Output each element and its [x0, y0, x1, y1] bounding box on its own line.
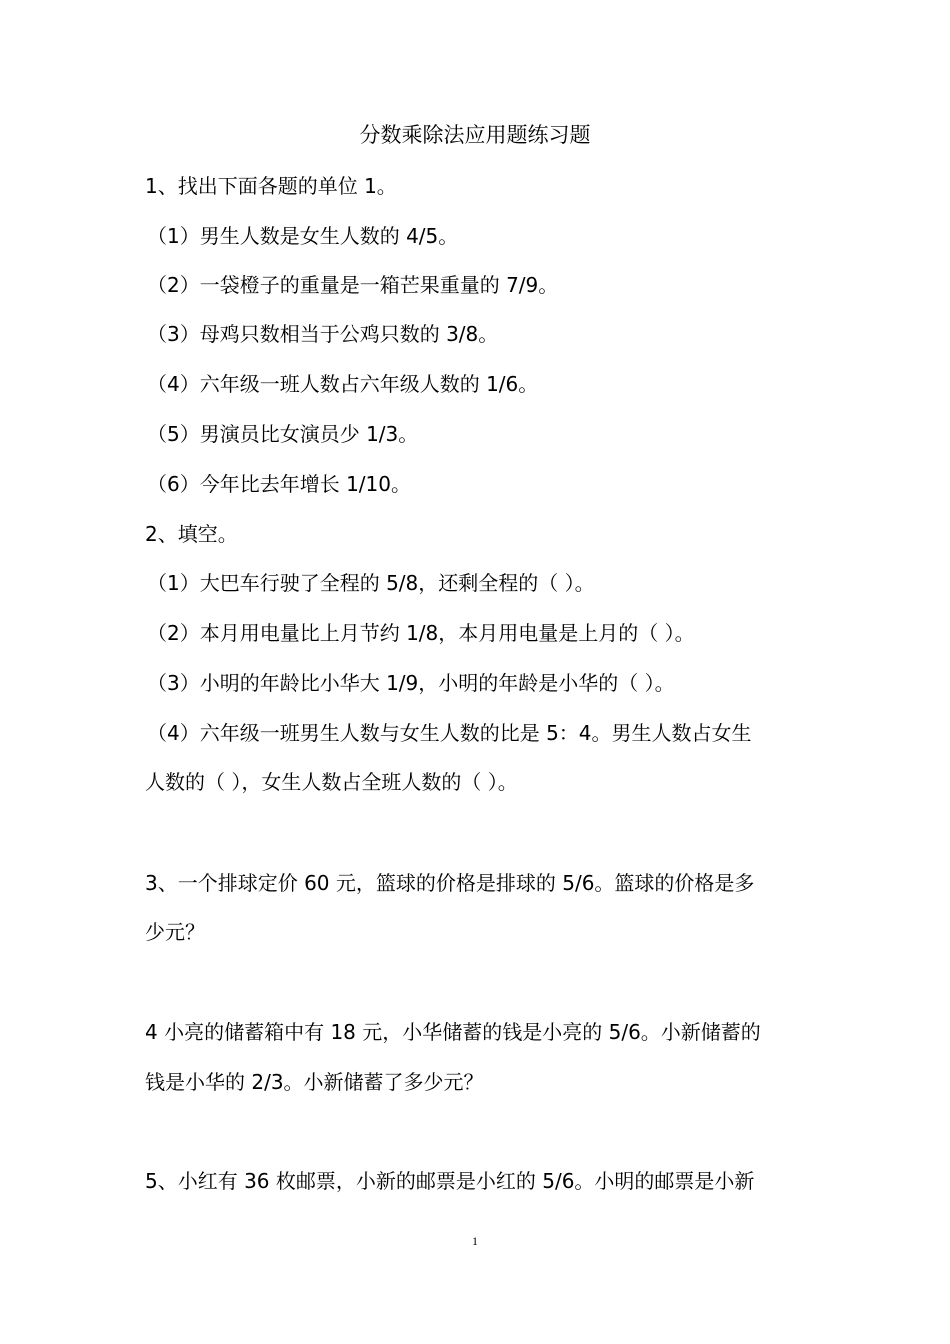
question-2-item: （1）大巴车行驶了全程的 5/8，还剩全程的（ ）。: [147, 571, 595, 595]
question-2-item: （4）六年级一班男生人数与女生人数的比是 5：4。男生人数占女生: [147, 721, 752, 745]
page-number: 1: [472, 1234, 478, 1248]
question-4-text: 钱是小华的 2/3。小新储蓄了多少元？: [145, 1070, 484, 1094]
question-1-item: （3）母鸡只数相当于公鸡只数的 3/8。: [147, 322, 499, 346]
question-1-item: （2）一袋橙子的重量是一箱芒果重量的 7/9。: [147, 273, 559, 297]
question-4-text: 4 小亮的储蓄箱中有 18 元，小华储蓄的钱是小亮的 5/6。小新储蓄的: [145, 1020, 761, 1044]
question-2-heading: 2、填空。: [145, 522, 238, 546]
question-2-item: （3）小明的年龄比小华大 1/9，小明的年龄是小华的（ ）。: [147, 671, 675, 695]
question-5-text: 5、小红有 36 枚邮票，小新的邮票是小红的 5/6。小明的邮票是小新: [145, 1169, 755, 1193]
question-1-item: （1）男生人数是女生人数的 4/5。: [147, 224, 459, 248]
question-2-item: （2）本月用电量比上月节约 1/8，本月用电量是上月的（ ）。: [147, 621, 695, 645]
question-1-heading: 1、找出下面各题的单位 1。: [145, 174, 397, 198]
question-1-item: （5）男演员比女演员少 1/3。: [147, 422, 419, 446]
question-1-item: （4）六年级一班人数占六年级人数的 1/6。: [147, 372, 539, 396]
question-3-text: 少元？: [145, 920, 205, 944]
question-3-text: 3、一个排球定价 60 元，篮球的价格是排球的 5/6。篮球的价格是多: [145, 871, 755, 895]
document-title: 分数乘除法应用题练习题: [359, 123, 591, 147]
question-2-item-continued: 人数的（ ），女生人数占全班人数的（ ）。: [145, 770, 518, 794]
question-1-item: （6）今年比去年增长 1/10。: [147, 472, 411, 496]
